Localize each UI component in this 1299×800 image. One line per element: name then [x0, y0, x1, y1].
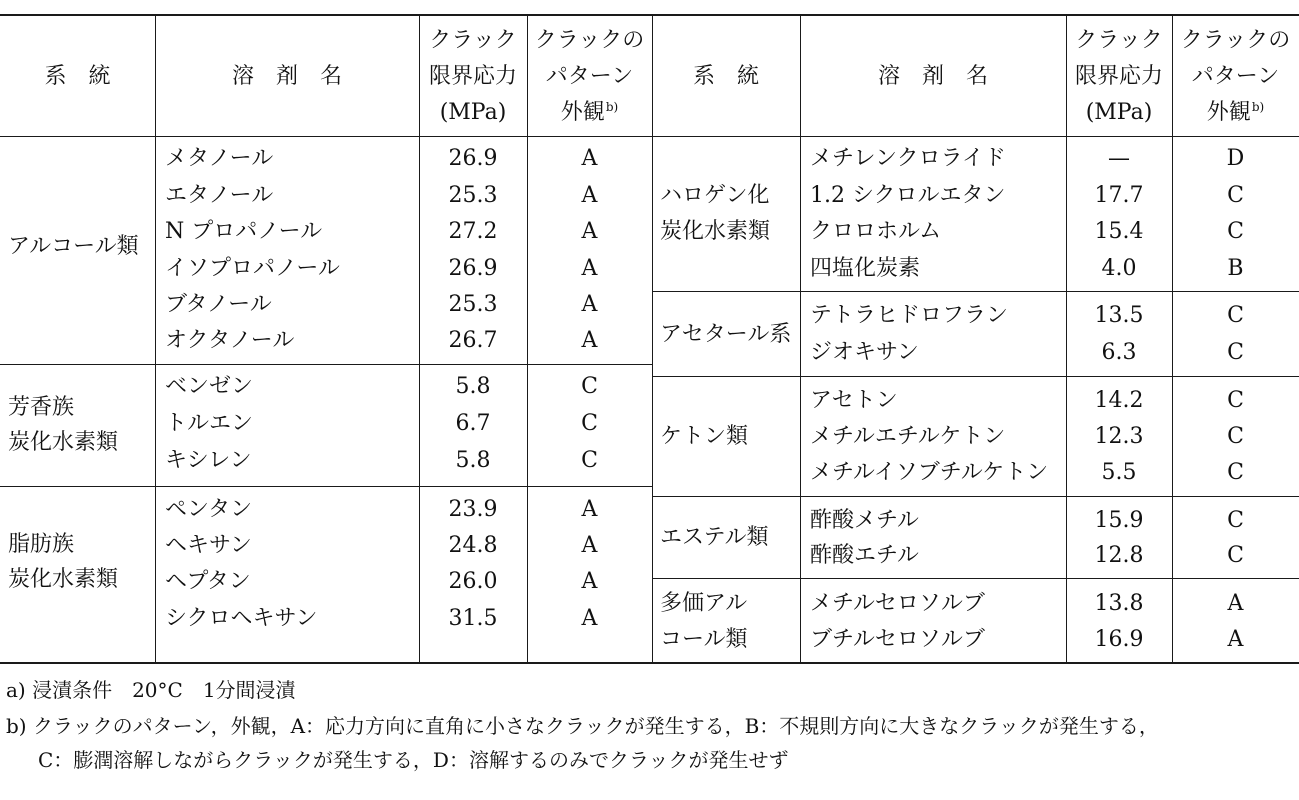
system-label: アルコール類 [8, 234, 139, 259]
crack-pattern-value: D [1226, 146, 1245, 171]
crack-stress-value: 6.3 [1101, 340, 1137, 365]
crack-stress-value: 25.3 [448, 183, 498, 208]
crack-pattern-value: A [581, 606, 598, 631]
header-system: 系 統 [692, 64, 759, 89]
system-label: 炭化水素類 [8, 567, 119, 592]
crack-pattern-value: B [1227, 256, 1244, 281]
header-stress-line2: 限界応力 [428, 64, 517, 89]
header-stress-line1: クラック [429, 28, 517, 53]
footnote-b-line1: b) クラックのパターン，外観，A：応力方向に直角に小さなクラックが発生する，B：不規則方向に大きなクラックが発生する， [6, 714, 1159, 738]
footnote-a: a) 浸漬条件 20°C 1分間浸漬 [6, 678, 296, 702]
crack-pattern-value: A [581, 497, 598, 522]
crack-pattern-value: C [581, 411, 598, 436]
crack-pattern-value: A [581, 256, 598, 281]
solvent-name: ジオキサン [810, 340, 919, 365]
right-group-divider [652, 496, 1299, 497]
header-stress-line3: (MPa) [439, 100, 507, 125]
header-pattern-text: 外観 [560, 100, 605, 125]
system-label: コール類 [660, 627, 748, 652]
crack-stress-value: 23.9 [448, 497, 498, 522]
system-label: 脂肪族 [8, 532, 75, 557]
system-label: 炭化水素類 [660, 219, 771, 244]
solvent-name: クロロホルム [810, 219, 942, 244]
crack-pattern-value: A [581, 292, 598, 317]
crack-pattern-value: C [581, 374, 598, 399]
solvent-name: ペンタン [165, 497, 253, 522]
header-bottom-rule [0, 136, 1299, 137]
crack-pattern-value: C [1227, 424, 1244, 449]
crack-pattern-value: A [581, 533, 598, 558]
solvent-name: ブタノール [165, 292, 272, 317]
crack-stress-value: 17.7 [1094, 183, 1144, 208]
solvent-name: メチルセロソルブ [810, 591, 985, 616]
header-pattern-line1: クラックの [534, 28, 645, 53]
solvent-name: トルエン [165, 411, 254, 436]
solvent-name: テトラヒドロフラン [810, 303, 1009, 328]
solvent-name: メチルエチルケトン [810, 424, 1006, 449]
solvent-name: ヘキサン [165, 533, 252, 558]
crack-stress-value: 26.9 [448, 256, 498, 281]
crack-pattern-value: A [581, 219, 598, 244]
system-label: ケトン類 [660, 424, 749, 449]
header-pattern-line2: パターン [1191, 64, 1280, 89]
crack-stress-value: 13.5 [1094, 303, 1144, 328]
crack-stress-value: 26.7 [448, 328, 498, 353]
crack-pattern-value: C [1227, 388, 1244, 413]
solvent-name: シクロヘキサン [165, 606, 318, 631]
left-group-divider [0, 486, 652, 487]
column-divider [652, 14, 653, 663]
solvent-name: メチルイソブチルケトン [810, 460, 1049, 485]
header-pattern-line1: クラックの [1180, 28, 1291, 53]
header-pattern-text: 外観 [1206, 100, 1251, 125]
solvent-name: エタノール [165, 183, 274, 208]
crack-stress-value: 5.8 [455, 448, 491, 473]
crack-pattern-value: A [1227, 591, 1244, 616]
crack-pattern-value: C [1227, 460, 1244, 485]
solvent-name: オクタノール [165, 328, 295, 353]
crack-stress-value: 13.8 [1094, 591, 1144, 616]
right-group-divider [652, 376, 1299, 377]
right-group-divider [652, 578, 1299, 579]
header-pattern-sup: b) [605, 99, 619, 114]
crack-pattern-value: C [1227, 183, 1244, 208]
header-stress-line2: 限界応力 [1074, 64, 1163, 89]
solvent-name: 酢酸エチル [810, 543, 919, 568]
crack-stress-value: 15.9 [1094, 508, 1144, 533]
column-divider [800, 14, 801, 663]
crack-pattern-value: A [581, 183, 598, 208]
crack-pattern-value: C [1227, 340, 1244, 365]
crack-stress-value: 16.9 [1094, 627, 1144, 652]
crack-pattern-value: C [1227, 303, 1244, 328]
header-stress-line1: クラック [1075, 28, 1163, 53]
crack-pattern-value: C [1227, 508, 1244, 533]
crack-pattern-value: C [581, 448, 598, 473]
solvent-name: N プロパノール [165, 219, 323, 244]
solvent-name: ベンゼン [165, 374, 254, 399]
system-label: ハロゲン化 [660, 183, 770, 208]
right-group-divider [652, 291, 1299, 292]
system-label: アセタール系 [660, 322, 792, 347]
crack-stress-value: 31.5 [448, 606, 498, 631]
header-pattern-line3 [1172, 98, 1299, 128]
solvent-name: イソプロパノール [165, 256, 340, 281]
system-label: 芳香族 [8, 395, 75, 420]
header-solvent: 溶 剤 名 [877, 64, 988, 89]
crack-stress-value: 26.9 [448, 146, 498, 171]
solvent-name: アセトン [810, 388, 898, 413]
crack-stress-value: 12.8 [1094, 543, 1144, 568]
solvent-name: 酢酸メチル [810, 508, 919, 533]
crack-pattern-value: C [1227, 219, 1244, 244]
column-divider [155, 14, 156, 663]
crack-stress-value: 4.0 [1101, 256, 1137, 281]
header-pattern-line3 [527, 98, 652, 128]
table-bottom-rule [0, 662, 1299, 664]
crack-stress-value: 15.4 [1094, 219, 1144, 244]
solvent-name: ヘプタン [165, 569, 251, 594]
crack-stress-value: 24.8 [448, 533, 498, 558]
solvent-name: 1.2 シクロルエタン [810, 183, 1006, 208]
crack-stress-value: 5.5 [1101, 460, 1137, 485]
crack-stress-value: 26.0 [448, 569, 498, 594]
header-pattern-sup: b) [1251, 99, 1265, 114]
table-top-rule [0, 14, 1299, 16]
header-system: 系 統 [44, 64, 111, 89]
system-label: エステル類 [660, 525, 769, 550]
crack-stress-value: 12.3 [1094, 424, 1144, 449]
system-label: 炭化水素類 [8, 430, 119, 455]
header-solvent: 溶 剤 名 [231, 64, 342, 89]
header-pattern-line2: パターン [545, 64, 634, 89]
crack-pattern-value: C [1227, 543, 1244, 568]
solvent-name: メチレンクロライド [810, 146, 1006, 171]
crack-stress-value: 5.8 [455, 374, 491, 399]
crack-stress-value: 6.7 [455, 411, 491, 436]
header-stress-line3: (MPa) [1085, 100, 1153, 125]
crack-stress-value: 14.2 [1094, 388, 1144, 413]
crack-stress-value: — [1108, 146, 1130, 171]
crack-pattern-value: A [581, 328, 598, 353]
left-group-divider [0, 364, 652, 365]
solvent-name: キシレン [165, 448, 252, 473]
crack-stress-value: 25.3 [448, 292, 498, 317]
crack-stress-value: 27.2 [448, 219, 498, 244]
system-label: 多価アル [660, 591, 748, 616]
solvent-name: ブチルセロソルブ [810, 627, 985, 652]
solvent-name: メタノール [165, 146, 274, 171]
footnote-b-line2: C：膨潤溶解しながらクラックが発生する，D：溶解するのみでクラックが発生せず [38, 748, 789, 772]
crack-pattern-value: A [581, 146, 598, 171]
crack-pattern-value: A [1227, 627, 1244, 652]
solvent-name: 四塩化炭素 [810, 256, 921, 281]
crack-pattern-value: A [581, 569, 598, 594]
